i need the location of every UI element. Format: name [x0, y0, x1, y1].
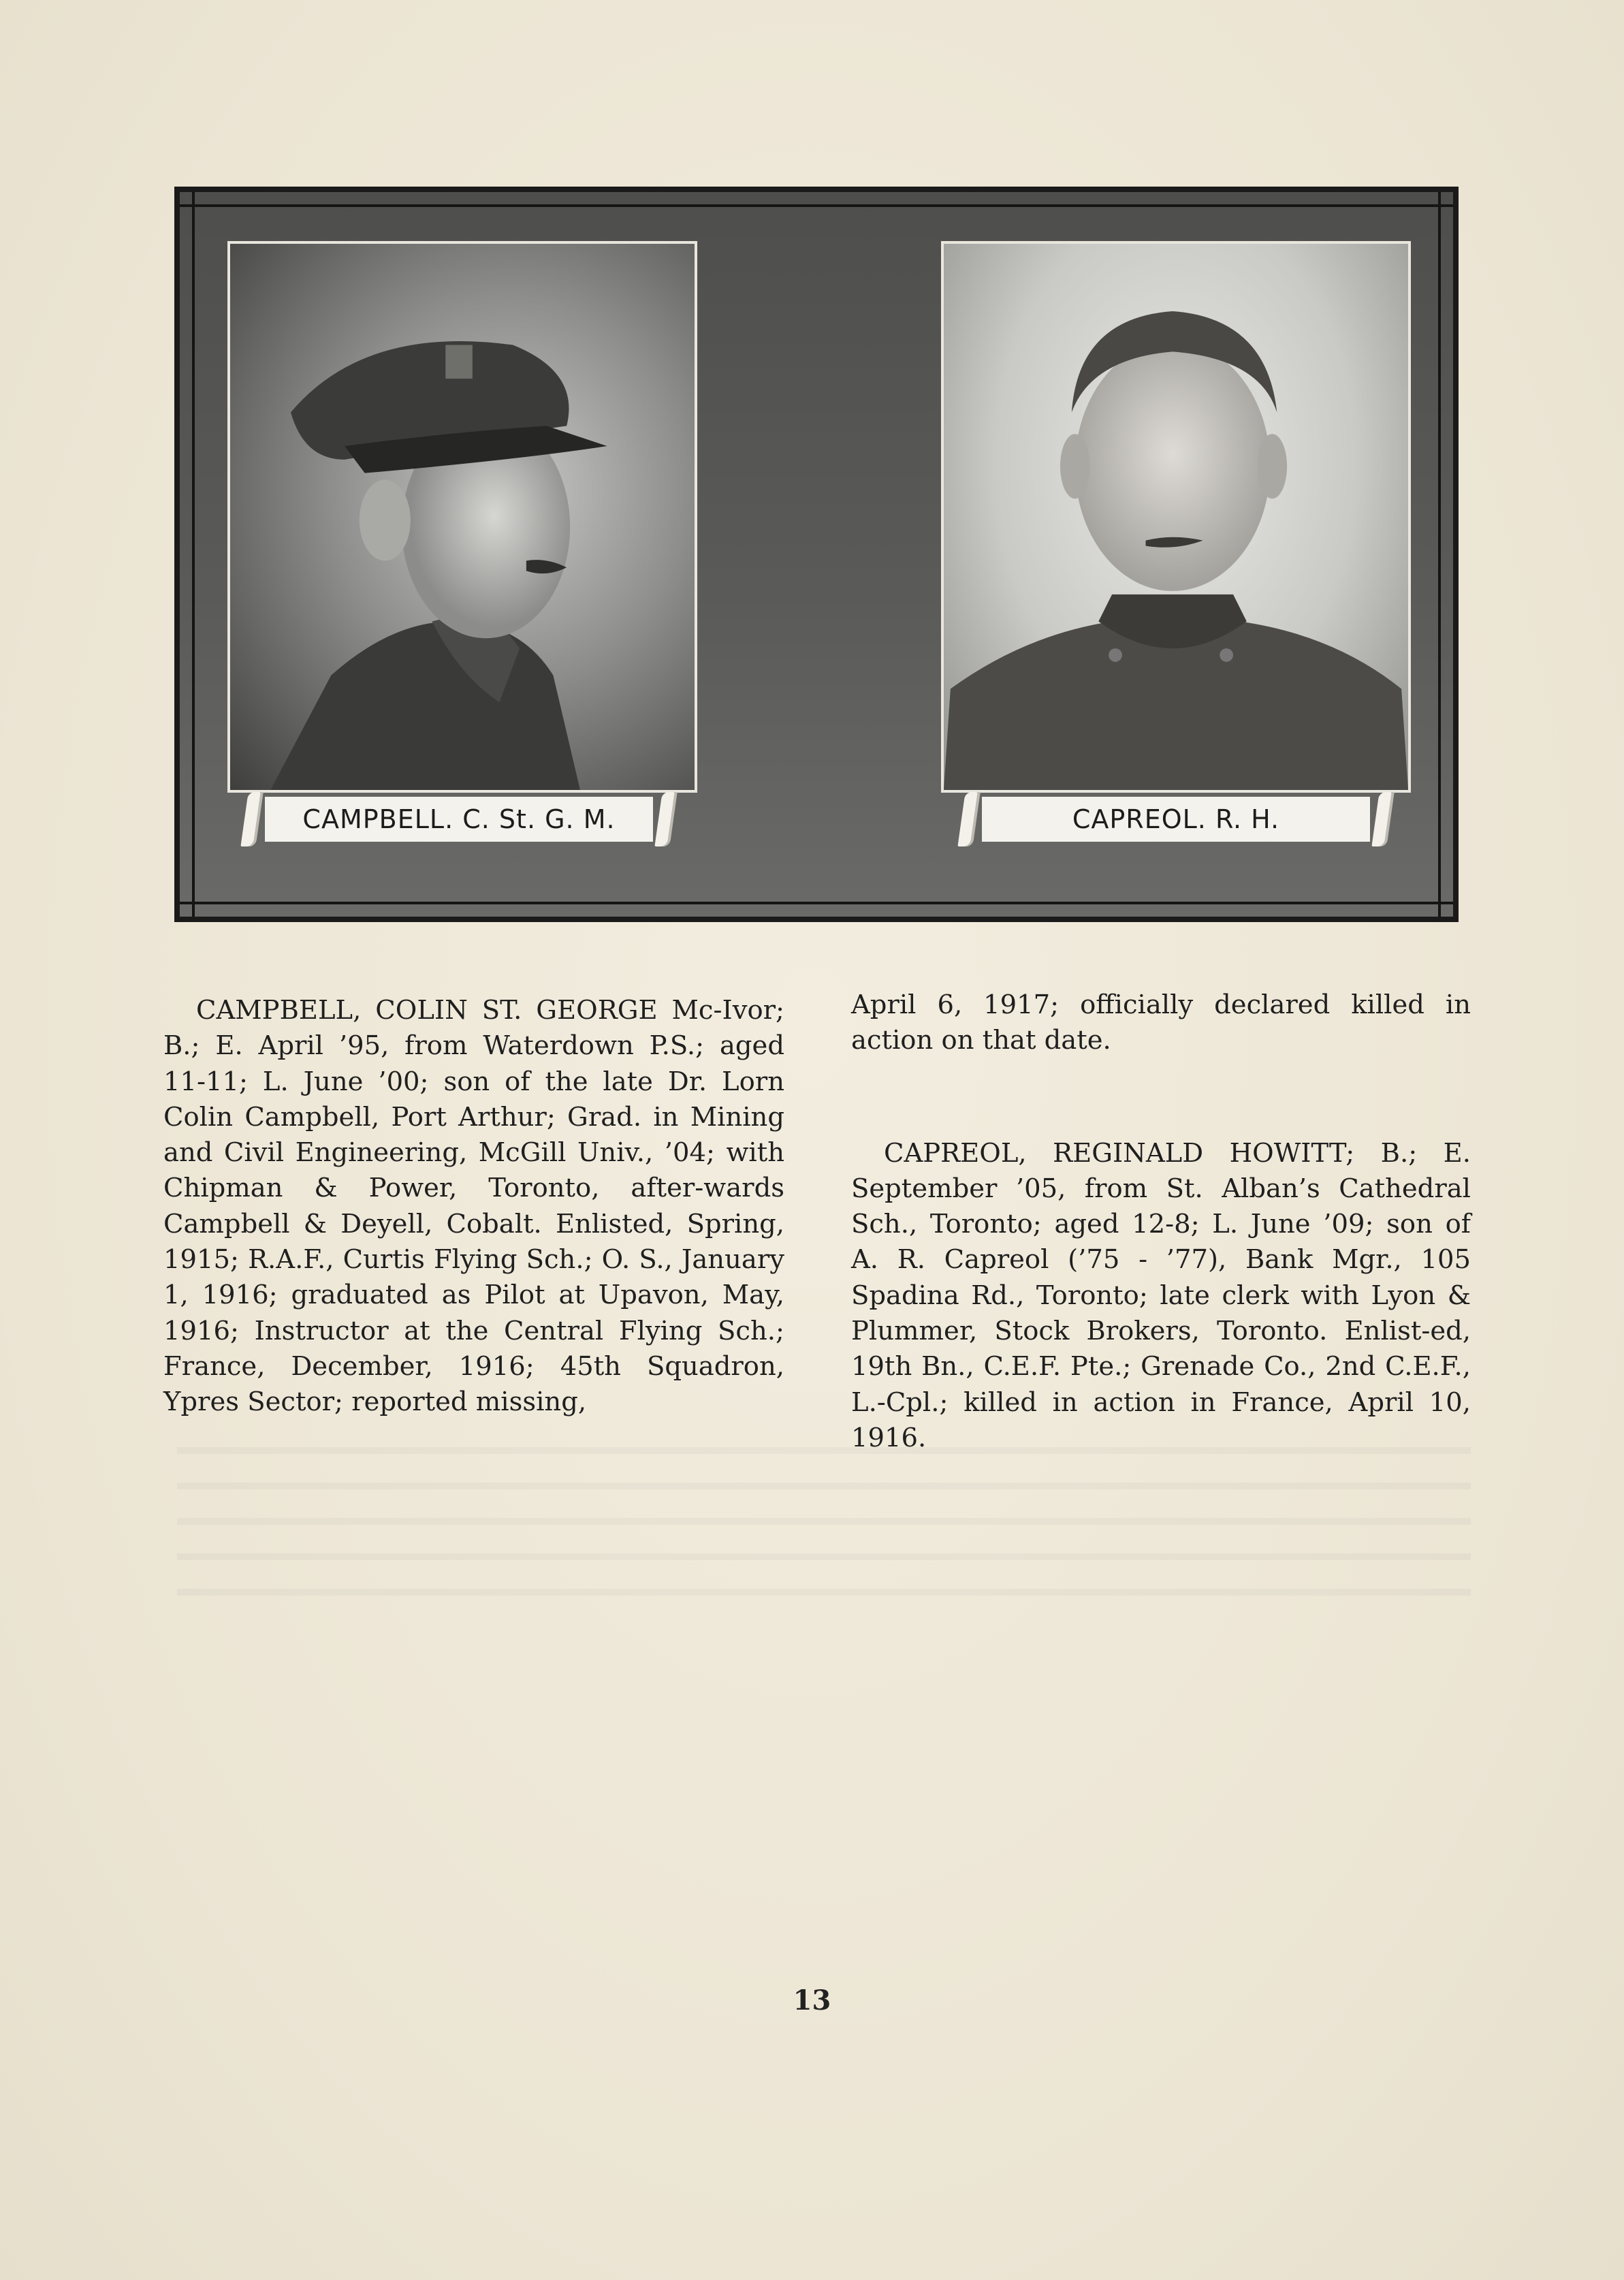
- plate-border-rule: [192, 192, 195, 917]
- entry-capreol: CAPREOL, REGINALD HOWITT; B.; E. September ’05, from St. Alban’s Cathedral Sch., Toronto; aged 12-8; L. June ’09; son of A. R. Capreol (’75 - ’77), Bank Mgr., 105 Spadina Rd., Toronto; late clerk with Lyon & Plummer, Stock Brokers, Toronto. Enlist-ed, 19th Bn., C.E.F. Pte.; Grenade Co., 2nd C.E.F., L.-Cpl.; killed in action in France, April 10, 1916.: [851, 1137, 1471, 1453]
- page-number: 13: [793, 1984, 831, 2016]
- banner-scroll-end: [654, 792, 677, 846]
- portrait-capreol: [941, 241, 1411, 793]
- banner-scroll-end: [957, 792, 980, 846]
- plate-border-rule: [180, 902, 1453, 904]
- paragraph-gap: [851, 1059, 1471, 1136]
- photo-plate: [174, 187, 1459, 922]
- entry-campbell: CAMPBELL, COLIN ST. GEORGE Mc-Ivor; B.; E. April ’95, from Waterdown P.S.; aged 11-11; L. June ’00; son of the late Dr. Lorn Colin Campbell, Port Arthur; Grad. in Mining and Civil Engineering, McGill Univ., ’04; with Chipman & Power, Toronto, after-wards Campbell & Deyell, Cobalt. Enlisted, Spring, 1915; R.A.F., Curtis Flying Sch.; O. S., January 1, 1916; graduated as Pilot at Upavon, May, 1916; Instructor at the Central Flying Sch.; France, December, 1916; 45th Squadron, Ypres Sector; reported missing,: [163, 995, 784, 1418]
- banner-scroll-end: [1371, 792, 1394, 846]
- show-through-text: [177, 1447, 1471, 1624]
- photo-plate-background: [180, 192, 1453, 917]
- caption-campbell: CAMPBELL. C. St. G. M.: [265, 797, 653, 842]
- plate-border-rule: [1438, 192, 1441, 917]
- left-text-column: [163, 993, 784, 1421]
- caption-capreol: CAPREOL. R. H.: [982, 797, 1370, 842]
- portrait-campbell: [227, 241, 697, 793]
- caption-banner-campbell: [244, 791, 673, 847]
- right-text-column: [851, 987, 1471, 1456]
- entry-campbell-continuation: April 6, 1917; officially declared killed in action on that date.: [851, 989, 1471, 1056]
- banner-scroll-end: [240, 792, 263, 846]
- portrait-capreol-image: [944, 244, 1408, 790]
- portrait-campbell-image: [230, 244, 695, 790]
- caption-banner-capreol: [961, 791, 1390, 847]
- plate-border-rule: [180, 204, 1453, 207]
